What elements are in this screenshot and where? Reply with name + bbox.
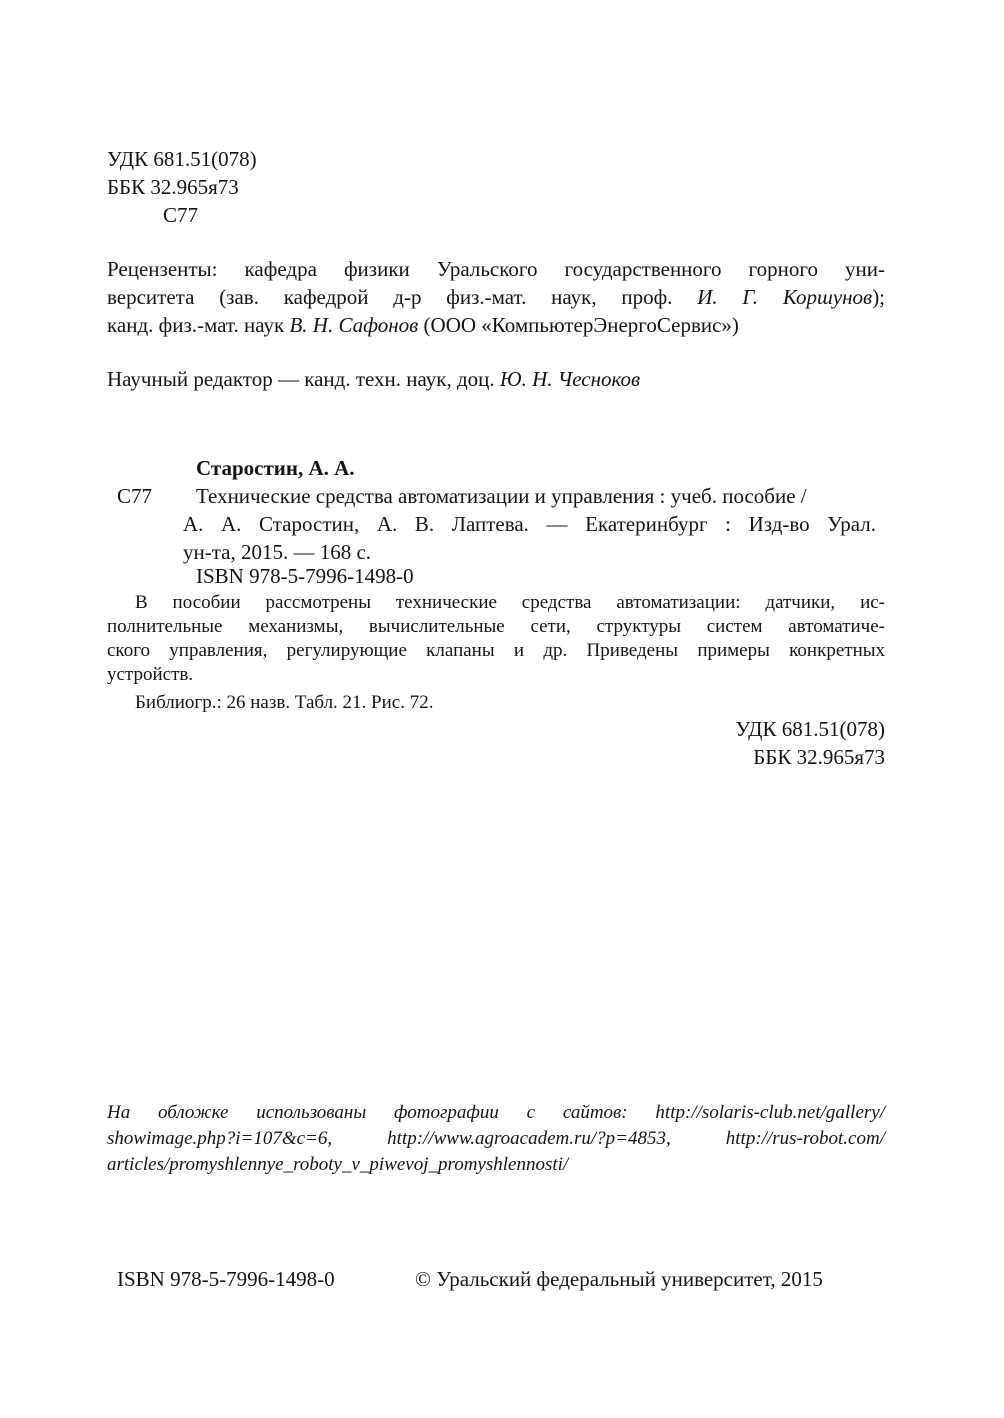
abstract-line-3: ского управления, регулирующие клапаны и др. Приведены примеры конкретных xyxy=(107,640,885,661)
abstract-line-2: полнительные механизмы, вычислительные сети, структуры систем автоматиче- xyxy=(107,616,885,637)
card-isbn: ISBN 978-5-7996-1498-0 xyxy=(196,564,414,588)
card-mark: С77 xyxy=(117,484,153,508)
abstract-line-1: В пособии рассмотрены технические средства автоматизации: датчики, ис- xyxy=(135,592,885,613)
card-title-line-3: ун-та, 2015. — 168 с. xyxy=(183,540,372,564)
reviewers-line-2 xyxy=(107,284,885,310)
reviewers-line-1: Рецензенты: кафедра физики Уральского государственного горного уни- xyxy=(107,257,885,281)
card-author-heading: Старостин, А. А. xyxy=(196,456,355,480)
cover-note-line-1: На обложке использованы фотографии с сайтов: http://solaris-club.net/gallery/ xyxy=(107,1102,885,1123)
reviewers-line-2-prefix: верситета (зав. кафедрой д-р физ.-мат. наук, проф. xyxy=(107,285,698,309)
bbk-code: ББК 32.965я73 xyxy=(107,175,239,199)
bibliography-info: Библиогр.: 26 назв. Табл. 21. Рис. 72. xyxy=(135,692,434,713)
card-title-line-1: Технические средства автоматизации и управления : учеб. пособие / xyxy=(196,484,807,508)
abstract-line-4: устройств. xyxy=(107,664,194,685)
reviewers-line-3-suffix: (ООО «КомпьютерЭнергоСервис») xyxy=(418,313,739,337)
reviewers-line-3-prefix: канд. физ.-мат. наук xyxy=(107,313,290,337)
bbk-code-right: ББК 32.965я73 xyxy=(753,745,885,769)
scientific-editor xyxy=(107,366,640,392)
reviewer-name-1: И. Г. Коршунов xyxy=(697,285,873,309)
editor-name: Ю. Н. Чесноков xyxy=(499,367,641,391)
footer-copyright: © Уральский федеральный университет, 2015 xyxy=(415,1267,823,1291)
editor-prefix: Научный редактор — канд. техн. наук, доц. xyxy=(107,367,500,391)
author-mark: С77 xyxy=(163,203,199,227)
cover-note-line-2: showimage.php?i=107&c=6, http://www.agroacadem.ru/?p=4853, http://rus-robot.com/ xyxy=(107,1128,885,1149)
reviewers-line-3 xyxy=(107,312,739,338)
reviewer-name-2: В. Н. Сафонов xyxy=(289,313,419,337)
cover-note-line-3: articles/promyshlennye_roboty_v_piwevoj_promyshlennosti/ xyxy=(107,1154,569,1175)
reviewers-line-2-suffix: ); xyxy=(872,285,886,309)
footer-isbn: ISBN 978-5-7996-1498-0 xyxy=(117,1267,335,1291)
udk-code-right: УДК 681.51(078) xyxy=(735,717,885,741)
udk-code: УДК 681.51(078) xyxy=(107,147,257,171)
card-title-line-2: А. А. Старостин, А. В. Лаптева. — Екатеринбург : Изд-во Урал. xyxy=(183,512,876,536)
